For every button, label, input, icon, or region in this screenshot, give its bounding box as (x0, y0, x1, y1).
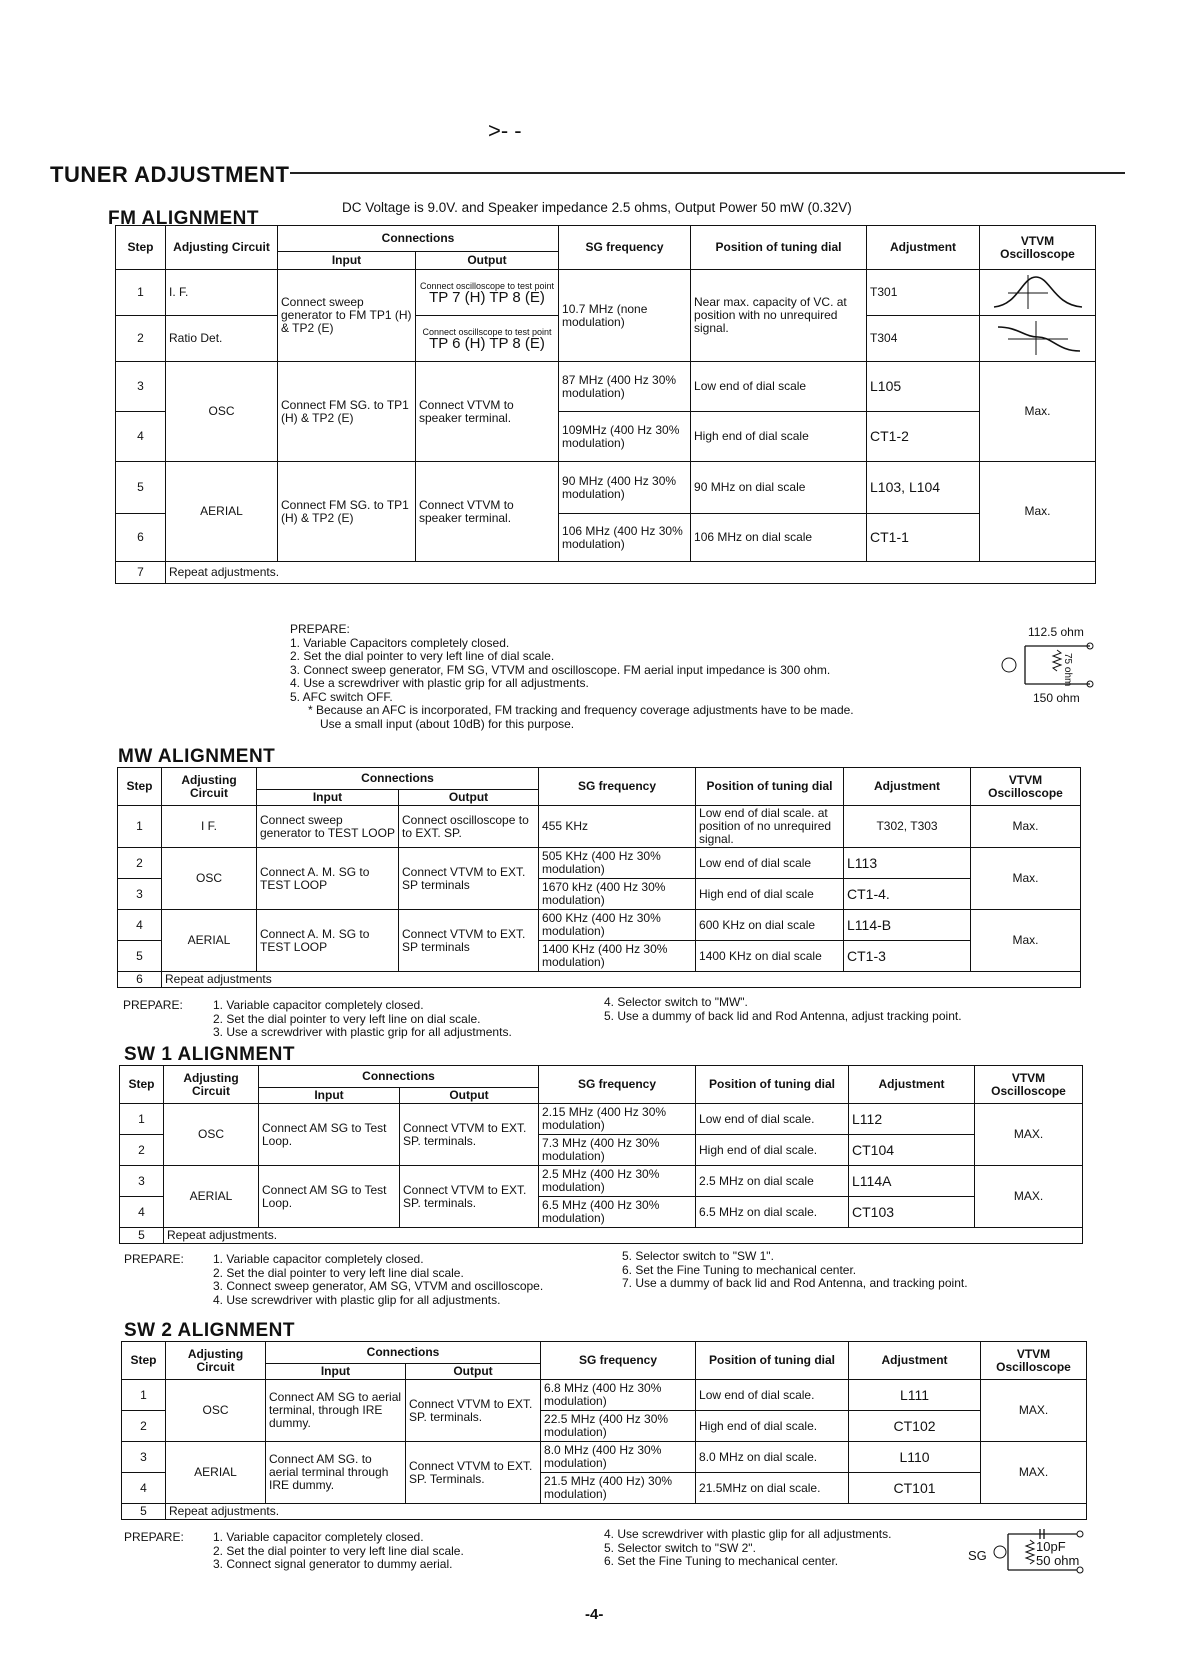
fm-step-5: 5 (116, 462, 166, 514)
fm-repeat: Repeat adjustments. (166, 562, 1096, 584)
fm-output-osc: Connect VTVM to speaker terminal. (416, 362, 559, 462)
fm-diag-bot-label: 150 ohm (1033, 691, 1080, 705)
sw2-h-vtvm: VTVM Oscilloscope (981, 1342, 1087, 1380)
sw2-step-5: 5 (122, 1504, 166, 1520)
sw2-sg-4: 21.5 MHz (400 Hz) 30% modulation) (541, 1473, 696, 1504)
mw-adj-5: CT1-3 (844, 941, 971, 972)
mw-h-step: Step (118, 768, 162, 806)
mw-pos-3: High end of dial scale (696, 879, 844, 910)
sw1-max-aerial: MAX. (975, 1166, 1083, 1228)
fm-sg-if: 10.7 MHz (none modulation) (559, 270, 691, 362)
sw2-prepare-3: 3. Connect signal generator to dummy aerial. (213, 1557, 453, 1571)
sw1-prepare-right (622, 1250, 968, 1291)
fm-adj-3: L105 (867, 362, 980, 412)
fm-prepare-2: 2. Set the dial pointer to very left line of dial scale. (290, 649, 555, 663)
fm-input-sweep: Connect sweep generator to FM TP1 (H) & TP2 (E) (278, 270, 416, 362)
mw-input-osc: Connect A. M. SG to TEST LOOP (257, 848, 399, 910)
sw1-step-1: 1 (120, 1104, 164, 1135)
mw-pos-1: Low end of dial scale. at position of no unrequired signal. (696, 806, 844, 848)
fm-out1-small: Connect oscilloscope to test point (419, 281, 555, 291)
fm-circuit-if: I. F. (166, 270, 278, 316)
sw1-prepare-label: PREPARE: (124, 1252, 184, 1266)
sw2-h-circuit: Adjusting Circuit (166, 1342, 266, 1380)
mw-adj-1: T302, T303 (844, 806, 971, 848)
sw2-max-osc: MAX. (981, 1380, 1087, 1442)
fm-step-3: 3 (116, 362, 166, 412)
mw-h-input: Input (257, 790, 399, 806)
mw-h-connections: Connections (257, 768, 539, 790)
sw2-prepare-label: PREPARE: (124, 1530, 184, 1544)
sw2-sg-3: 8.0 MHz (400 Hz 30% modulation) (541, 1442, 696, 1473)
sw2-prepare-6: 6. Set the Fine Tuning to mechanical center. (604, 1554, 839, 1568)
header-marks: >- ‐ (488, 118, 522, 143)
sw2-repeat: Repeat adjustments. (166, 1504, 1087, 1520)
mw-repeat: Repeat adjustments (162, 972, 1081, 988)
sw1-output-osc: Connect VTVM to EXT. SP. terminals. (400, 1104, 539, 1166)
sw2-heading: SW 2 ALIGNMENT (124, 1320, 295, 1341)
sw1-prepare-1: 1. Variable capacitor completely closed. (213, 1252, 424, 1266)
mw-pos-4: 600 KHz on dial scale (696, 910, 844, 941)
sw1-prepare-4: 4. Use screwdriver with plastic glip for all adjustments. (213, 1292, 501, 1307)
mw-step-1: 1 (118, 806, 162, 848)
mw-circuit-if: I F. (162, 806, 257, 848)
mw-circuit-aerial: AERIAL (162, 910, 257, 972)
fm-step-4: 4 (116, 412, 166, 462)
fm-pos-if: Near max. capacity of VC. at position with no unrequired signal. (691, 270, 867, 362)
sw1-adj-4: CT103 (849, 1197, 975, 1228)
sw1-heading: SW 1 ALIGNMENT (124, 1044, 295, 1065)
sw1-adj-1: L112 (849, 1104, 975, 1135)
mw-circuit-osc: OSC (162, 848, 257, 910)
sw1-sg-1: 2.15 MHz (400 Hz 30% modulation) (539, 1104, 696, 1135)
sw1-h-position: Position of tuning dial (696, 1066, 849, 1104)
mw-prepare-right (604, 996, 962, 1023)
mw-h-sg: SG frequency (539, 768, 696, 806)
fm-step-2: 2 (116, 316, 166, 362)
fm-h-step: Step (116, 226, 166, 270)
sw2-diag-res: 50 ohm (1036, 1553, 1080, 1568)
sw2-circuit-osc: OSC (166, 1380, 266, 1442)
sw2-adj-2: CT102 (849, 1411, 981, 1442)
sw2-table (121, 1341, 1087, 1520)
fm-sg-3: 87 MHz (400 Hz 30% modulation) (559, 362, 691, 412)
sw1-pos-3: 2.5 MHz on dial scale (696, 1166, 849, 1197)
sw2-h-step: Step (122, 1342, 166, 1380)
fm-pos-3: Low end of dial scale (691, 362, 867, 412)
fm-impedance-diagram (995, 640, 1095, 690)
fm-pos-6: 106 MHz on dial scale (691, 514, 867, 562)
sw2-input-osc: Connect AM SG to aerial terminal, through IRE dummy. (266, 1380, 406, 1442)
fm-sg-6: 106 MHz (400 Hz 30% modulation) (559, 514, 691, 562)
mw-adj-4: L114-B (844, 910, 971, 941)
sw1-repeat: Repeat adjustments. (164, 1228, 1083, 1244)
sw1-step-5: 5 (120, 1228, 164, 1244)
sw1-prepare-left (213, 1253, 543, 1307)
sw1-input-aerial: Connect AM SG to Test Loop. (259, 1166, 400, 1228)
sw1-step-2: 2 (120, 1135, 164, 1166)
sw1-output-aerial: Connect VTVM to EXT. SP. terminals. (400, 1166, 539, 1228)
fm-prepare-4: 4. Use a screwdriver with plastic grip for all adjustments. (290, 676, 589, 690)
sw1-sg-4: 6.5 MHz (400 Hz 30% modulation) (539, 1197, 696, 1228)
sw1-pos-4: 6.5 MHz on dial scale. (696, 1197, 849, 1228)
sw2-prepare-4: 4. Use screwdriver with plastic glip for all adjustments. (604, 1527, 892, 1541)
sw2-h-position: Position of tuning dial (696, 1342, 849, 1380)
mw-prepare-left (213, 999, 512, 1040)
sw1-sg-3: 2.5 MHz (400 Hz 30% modulation) (539, 1166, 696, 1197)
mw-prepare-2: 2. Set the dial pointer to very left line on dial scale. (213, 1011, 481, 1026)
sw1-prepare-6: 6. Set the Fine Tuning to mechanical center. (622, 1262, 857, 1277)
sw1-h-step: Step (120, 1066, 164, 1104)
fm-scope-2 (980, 316, 1096, 362)
sw2-output-osc: Connect VTVM to EXT. SP. terminals. (406, 1380, 541, 1442)
sw2-adj-3: L110 (849, 1442, 981, 1473)
fm-h-adjustment: Adjustment (867, 226, 980, 270)
fm-max-osc: Max. (980, 362, 1096, 462)
fm-h-input: Input (278, 252, 416, 270)
mw-sg-3: 1670 kHz (400 Hz 30% modulation) (539, 879, 696, 910)
sweep-curve-icon (988, 271, 1088, 311)
fm-table (115, 225, 1096, 584)
fm-prepare (290, 623, 854, 731)
mw-h-circuit: Adjusting Circuit (162, 768, 257, 806)
sw1-prepare-5: 5. Selector switch to "SW 1". (622, 1249, 774, 1263)
sw1-prepare-7: 7. Use a dummy of back lid and Rod Antenna, and tracking point. (622, 1276, 968, 1290)
mw-step-3: 3 (118, 879, 162, 910)
sw1-adj-3: L114A (849, 1166, 975, 1197)
fm-circuit-aerial: AERIAL (166, 462, 278, 562)
sw1-step-3: 3 (120, 1166, 164, 1197)
sw1-step-4: 4 (120, 1197, 164, 1228)
mw-input-aerial: Connect A. M. SG to TEST LOOP (257, 910, 399, 972)
mw-h-adjustment: Adjustment (844, 768, 971, 806)
fm-heading: FM ALIGNMENT (108, 208, 259, 229)
fm-prepare-note1: * Because an AFC is incorporated, FM tracking and frequency coverage adjustments have to be made. (308, 703, 854, 717)
mw-output-osc: Connect VTVM to EXT. SP terminals (399, 848, 539, 910)
fm-adj-1: T301 (867, 270, 980, 316)
fm-out2-small: Connect oscillscope to test point (422, 327, 552, 337)
mw-heading: MW ALIGNMENT (118, 746, 276, 767)
mw-sg-5: 1400 KHz (400 Hz 30% modulation) (539, 941, 696, 972)
sw2-pos-3: 8.0 MHz on dial scale. (696, 1442, 849, 1473)
sw1-h-input: Input (259, 1088, 400, 1104)
sw2-pos-2: High end of dial scale. (696, 1411, 849, 1442)
sw2-circuit-aerial: AERIAL (166, 1442, 266, 1504)
fm-h-circuit: Adjusting Circuit (166, 226, 278, 270)
sw2-max-aerial: MAX. (981, 1442, 1087, 1504)
sw2-step-4: 4 (122, 1473, 166, 1504)
mw-output-aerial: Connect VTVM to EXT. SP terminals (399, 910, 539, 972)
page-number: -4- (585, 1606, 604, 1623)
sw2-adj-4: CT101 (849, 1473, 981, 1504)
sw2-sg-1: 6.8 MHz (400 Hz 30% modulation) (541, 1380, 696, 1411)
mw-step-4: 4 (118, 910, 162, 941)
fm-prepare-note2: Use a small input (about 10dB) for this purpose. (320, 716, 575, 731)
sw2-prepare-5: 5. Selector switch to "SW 2". (604, 1540, 756, 1555)
mw-prepare-label: PREPARE: (123, 998, 183, 1012)
sw1-h-connections: Connections (259, 1066, 539, 1088)
fm-h-output: Output (416, 252, 559, 270)
fm-sg-4: 109MHz (400 Hz 30% modulation) (559, 412, 691, 462)
fm-step-7: 7 (116, 562, 166, 584)
fm-adj-2: T304 (867, 316, 980, 362)
fm-scope-1 (980, 270, 1096, 316)
fm-input-aerial: Connect FM SG. to TP1 (H) & TP2 (E) (278, 462, 416, 562)
mw-output-1: Connect oscilloscope to to EXT. SP. (399, 806, 539, 848)
sw2-step-3: 3 (122, 1442, 166, 1473)
fm-out2-big: TP 6 (H) TP 8 (E) (429, 335, 545, 352)
mw-prepare-5: 5. Use a dummy of back lid and Rod Antenna, adjust tracking point. (604, 1008, 962, 1023)
mw-h-output: Output (399, 790, 539, 806)
fm-pos-5: 90 MHz on dial scale (691, 462, 867, 514)
mw-max-aerial: Max. (971, 910, 1081, 972)
sw2-prepare-left (213, 1531, 464, 1572)
fm-prepare-label: PREPARE: (290, 622, 350, 636)
sw1-sg-2: 7.3 MHz (400 Hz 30% modulation) (539, 1135, 696, 1166)
fm-adj-6: CT1-1 (867, 514, 980, 562)
s-curve-icon (988, 317, 1088, 357)
fm-adj-4: CT1-2 (867, 412, 980, 462)
fm-adj-5: L103, L104 (867, 462, 980, 514)
fm-note: DC Voltage is 9.0V. and Speaker impedance 2.5 ohms, Output Power 50 mW (0.32V) (342, 200, 852, 215)
sw1-circuit-osc: OSC (164, 1104, 259, 1166)
sw2-prepare-2: 2. Set the dial pointer to very left line dial scale. (213, 1543, 464, 1558)
sw1-h-adjustment: Adjustment (849, 1066, 975, 1104)
mw-sg-4: 600 KHz (400 Hz 30% modulation) (539, 910, 696, 941)
fm-step-1: 1 (116, 270, 166, 316)
sw1-table (119, 1065, 1083, 1244)
mw-max-osc: Max. (971, 848, 1081, 910)
sw1-prepare-2: 2. Set the dial pointer to very left line dial scale. (213, 1265, 464, 1280)
sw1-pos-1: Low end of dial scale. (696, 1104, 849, 1135)
mw-input-1: Connect sweep generator to TEST LOOP (257, 806, 399, 848)
fm-h-sg: SG frequency (559, 226, 691, 270)
sw2-sg-2: 22.5 MHz (400 Hz 30% modulation) (541, 1411, 696, 1442)
mw-h-vtvm: VTVM Oscilloscope (971, 768, 1081, 806)
mw-sg-2: 505 KHz (400 Hz 30% modulation) (539, 848, 696, 879)
fm-out1-big: TP 7 (H) TP 8 (E) (429, 289, 545, 306)
mw-sg-1: 455 KHz (539, 806, 696, 848)
sw2-step-1: 1 (122, 1380, 166, 1411)
fm-sg-5: 90 MHz (400 Hz 30% modulation) (559, 462, 691, 514)
mw-table (117, 767, 1081, 988)
sw2-h-sg: SG frequency (541, 1342, 696, 1380)
sw1-h-circuit: Adjusting Circuit (164, 1066, 259, 1104)
mw-pos-2: Low end of dial scale (696, 848, 844, 879)
fm-diag-mid-label: 75 ohm (1062, 653, 1073, 687)
sw2-adj-1: L111 (849, 1380, 981, 1411)
sw1-h-vtvm: VTVM Oscilloscope (975, 1066, 1083, 1104)
fm-h-vtvm: VTVM Oscilloscope (980, 226, 1096, 270)
fm-h-position: Position of tuning dial (691, 226, 867, 270)
sw2-step-2: 2 (122, 1411, 166, 1442)
sw2-h-output: Output (406, 1364, 541, 1380)
fm-pos-4: High end of dial scale (691, 412, 867, 462)
fm-input-osc: Connect FM SG. to TP1 (H) & TP2 (E) (278, 362, 416, 462)
fm-output-aerial: Connect VTVM to speaker terminal. (416, 462, 559, 562)
sw1-adj-2: CT104 (849, 1135, 975, 1166)
sw2-diag-sg: SG (968, 1548, 987, 1563)
fm-circuit-ratio: Ratio Det. (166, 316, 278, 362)
sw2-input-aerial: Connect AM SG. to aerial terminal through IRE dummy. (266, 1442, 406, 1504)
mw-max-1: Max. (971, 806, 1081, 848)
mw-pos-5: 1400 KHz on dial scale (696, 941, 844, 972)
fm-prepare-5: 5. AFC switch OFF. (290, 689, 393, 704)
sw2-pos-4: 21.5MHz on dial scale. (696, 1473, 849, 1504)
sw2-prepare-right (604, 1528, 891, 1569)
fm-circuit-osc: OSC (166, 362, 278, 462)
mw-prepare-1: 1. Variable capacitor completely closed. (213, 998, 424, 1012)
mw-step-6: 6 (118, 972, 162, 988)
sw2-pos-1: Low end of dial scale. (696, 1380, 849, 1411)
sw1-pos-2: High end of dial scale. (696, 1135, 849, 1166)
sw1-max-osc: MAX. (975, 1104, 1083, 1166)
fm-diag-top-label: 112.5 ohm (1028, 625, 1084, 639)
mw-step-2: 2 (118, 848, 162, 879)
mw-h-position: Position of tuning dial (696, 768, 844, 806)
sw1-circuit-aerial: AERIAL (164, 1166, 259, 1228)
sw2-output-aerial: Connect VTVM to EXT. SP. Terminals. (406, 1442, 541, 1504)
mw-prepare-4: 4. Selector switch to "MW". (604, 995, 748, 1009)
mw-adj-2: L113 (844, 848, 971, 879)
fm-max-aerial: Max. (980, 462, 1096, 562)
page-title: TUNER ADJUSTMENT (50, 162, 290, 187)
fm-prepare-1: 1. Variable Capacitors completely closed. (290, 635, 510, 650)
sw1-h-sg: SG frequency (539, 1066, 696, 1104)
sw1-prepare-3: 3. Connect sweep generator, AM SG, VTVM and oscilloscope. (213, 1279, 544, 1293)
sw2-h-connections: Connections (266, 1342, 541, 1364)
title-rule (290, 172, 1125, 174)
sw1-input-osc: Connect AM SG to Test Loop. (259, 1104, 400, 1166)
fm-h-connections: Connections (278, 226, 559, 252)
mw-step-5: 5 (118, 941, 162, 972)
fm-prepare-3: 3. Connect sweep generator, FM SG, VTVM and oscilloscope. FM aerial input impedance is 300 ohm. (290, 662, 831, 677)
sw2-prepare-1: 1. Variable capacitor completely closed. (213, 1530, 424, 1544)
fm-step-6: 6 (116, 514, 166, 562)
sw2-h-input: Input (266, 1364, 406, 1380)
sw2-h-adjustment: Adjustment (849, 1342, 981, 1380)
mw-adj-3: CT1-4. (844, 879, 971, 910)
mw-prepare-3: 3. Use a screwdriver with plastic grip for all adjustments. (213, 1025, 512, 1039)
sw1-h-output: Output (400, 1088, 539, 1104)
sw2-diag-cap: 10pF (1036, 1539, 1066, 1554)
